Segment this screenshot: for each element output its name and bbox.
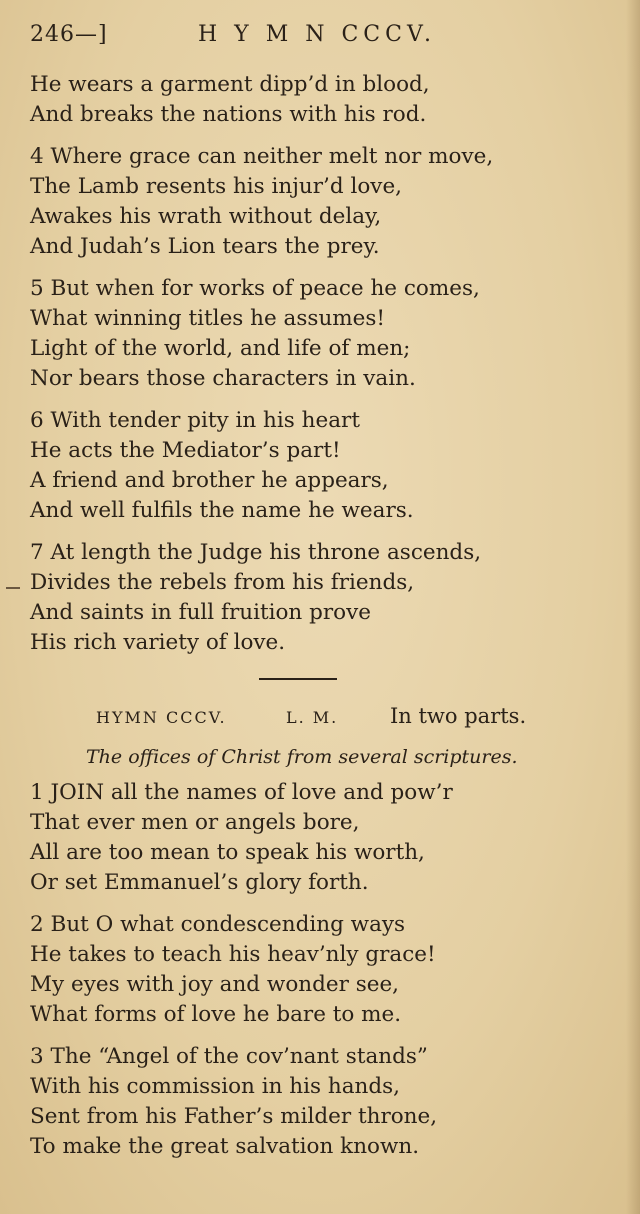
hymn-subtitle: The offices of Christ from several scriptures. <box>86 746 518 768</box>
verse-line: 6 With tender pity in his heart <box>30 408 360 433</box>
verse-line: That ever men or angels bore, <box>30 810 360 835</box>
hymn-heading <box>30 704 610 738</box>
hymn-meter: L. M. <box>286 708 339 727</box>
page-number: 246—] <box>30 22 108 47</box>
verse-line: And Judah’s Lion tears the prey. <box>30 234 380 259</box>
verse-line: 2 But O what condescending ways <box>30 912 406 937</box>
page-content <box>30 70 610 1174</box>
verse-line: 5 But when for works of peace he comes, <box>30 276 480 301</box>
verse-line: And breaks the nations with his rod. <box>30 102 427 127</box>
verse-line: To make the great salvation known. <box>30 1134 420 1159</box>
verse-line: Awakes his wrath without delay, <box>30 204 382 229</box>
verse-line: Sent from his Father’s milder throne, <box>30 1104 438 1129</box>
margin-mark <box>6 587 20 589</box>
hymn-parts: In two parts. <box>390 704 527 728</box>
verse-line: Or set Emmanuel’s glory forth. <box>30 870 369 895</box>
verse-line: And saints in full fruition prove <box>30 600 371 625</box>
verse-line: What winning titles he assumes! <box>30 306 386 331</box>
verse-line: The Lamb resents his injur’d love, <box>30 174 402 199</box>
verse-line: And well fulfils the name he wears. <box>30 498 414 523</box>
stanza-7 <box>30 538 610 658</box>
stanza-3 <box>30 1042 610 1162</box>
stanza-5 <box>30 274 610 394</box>
section-divider <box>259 678 337 680</box>
page-edge-shadow <box>626 0 640 1214</box>
stanza-1 <box>30 778 610 898</box>
verse-line: 7 At length the Judge his throne ascends, <box>30 540 482 565</box>
verse-line: Divides the rebels from his friends, <box>30 570 415 595</box>
verse-line: My eyes with joy and wonder see, <box>30 972 400 997</box>
hymn-title: HYMN CCCV. <box>96 708 227 727</box>
stanza-continuation <box>30 70 610 130</box>
verse-line: He takes to teach his heav’nly grace! <box>30 942 436 967</box>
verse-line: A friend and brother he appears, <box>30 468 389 493</box>
stanza-6 <box>30 406 610 526</box>
verse-line: Nor bears those characters in vain. <box>30 366 416 391</box>
verse-line: He acts the Mediator’s part! <box>30 438 341 463</box>
verse-line: Light of the world, and life of men; <box>30 336 411 361</box>
stanza-2 <box>30 910 610 1030</box>
running-title: H Y M N CCCV. <box>198 22 436 47</box>
stanza-4 <box>30 142 610 262</box>
verse-line: 1 JOIN all the names of love and pow’r <box>30 780 453 805</box>
page-header <box>30 18 620 52</box>
verse-line: 3 The “Angel of the cov’nant stands” <box>30 1044 428 1069</box>
verse-line: He wears a garment dipp’d in blood, <box>30 72 430 97</box>
verse-line: His rich variety of love. <box>30 630 286 655</box>
verse-line: All are too mean to speak his worth, <box>30 840 425 865</box>
verse-line: 4 Where grace can neither melt nor move, <box>30 144 494 169</box>
verse-line: With his commission in his hands, <box>30 1074 401 1099</box>
verse-line: What forms of love he bare to me. <box>30 1002 402 1027</box>
